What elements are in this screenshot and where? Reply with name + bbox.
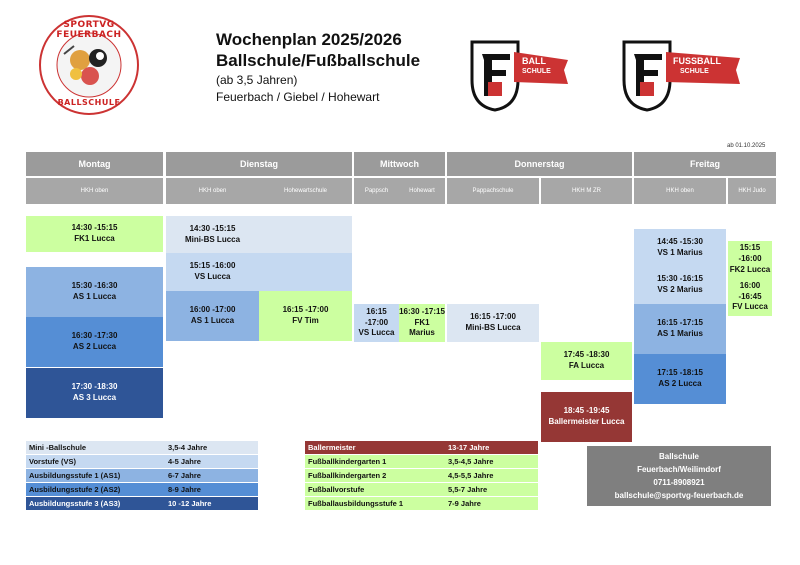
session-block: 17:45 -18:30 FA Lucca [541,342,632,380]
venue-header: Hohewartschule [259,178,352,204]
venue-header: HKH oben [166,178,259,204]
contact-email[interactable]: ballschule@sportvg-feuerbach.de [614,491,744,500]
club-logo-bottom-text: BALLSCHULE [57,98,121,107]
session-block: 14:30 -15:15 Mini-BS Lucca [166,216,352,253]
fussballschule-logo-line2: SCHULE [680,68,709,75]
venue-header: HKH oben [634,178,726,204]
legend-left-row: Ausbildungsstufe 3 (AS3) 10 -12 Jahre [26,497,258,510]
club-logo-top-text: SPORTVG FEUERBACH [56,20,122,40]
contact-phone: 0711-8908921 [653,478,705,487]
page-subtitle: Ballschule/Fußballschule [216,51,421,70]
day-header-wednesday: Mittwoch [354,152,445,176]
session-block: 14:45 -15:30 VS 1 Marius [634,229,726,266]
session-block: 16:15 -17:00 FV Tim [259,291,352,341]
venue-header: HKH M ZR [541,178,632,204]
session-block: 15:15 -16:00 VS Lucca [166,253,352,291]
locations: Feuerbach / Giebel / Hohewart [216,90,380,104]
session-block: 14:30 -15:15 FK1 Lucca [26,216,163,252]
fussballschule-logo-line1: FUSSBALL [673,56,721,66]
legend-left-row: Mini -Ballschule 3,5-4 Jahre [26,441,258,454]
session-block: 16:15 -17:15 AS 1 Marius [634,304,726,354]
legend-right-row: Fußballkindergarten 2 4,5-5,5 Jahre [305,469,538,482]
session-block: 16:30 -17:30 AS 2 Lucca [26,317,163,367]
day-header-monday: Montag [26,152,163,176]
legend-right-row: Fußballkindergarten 1 3,5-4,5 Jahre [305,455,538,468]
session-block: 18:45 -19:45 Ballermeister Lucca [541,392,632,442]
ballschule-logo-line1: BALL [522,56,546,66]
session-block: 16:15 -17:00 VS Lucca [354,304,399,342]
session-block: 17:15 -18:15 AS 2 Lucca [634,354,726,404]
page-title: Wochenplan 2025/2026 [216,30,402,49]
ballschule-logo [470,40,570,112]
venue-header: Hohewart [399,178,445,204]
contact-box [587,446,771,506]
ballschule-logo-line2: SCHULE [522,68,551,75]
legend-right-row: Fußballvorstufe 5,5-7 Jahre [305,483,538,496]
session-block: 16:00 -17:00 AS 1 Lucca [166,291,259,341]
legend-right-row: Fußballausbildungsstufe 1 7-9 Jahre [305,497,538,510]
age-note: (ab 3,5 Jahren) [216,73,298,87]
session-block: 15:30 -16:30 AS 1 Lucca [26,267,163,317]
valid-from: ab 01.10.2025 [727,143,766,149]
day-header-thursday: Donnerstag [447,152,632,176]
day-header-tuesday: Dienstag [166,152,352,176]
session-block: 15:15 -16:00 FK2 Lucca [728,241,772,278]
contact-line2: Feuerbach/Weilimdorf [637,465,721,474]
session-block: 16:00 -16:45 FV Lucca [728,278,772,316]
venue-header: HKH oben [26,178,163,204]
session-block: 17:30 -18:30 AS 3 Lucca [26,368,163,418]
venue-header: Pappsch [354,178,399,204]
session-block: 16:15 -17:00 Mini-BS Lucca [447,304,539,342]
fussballschule-logo [622,40,742,112]
legend-left-row: Ausbildungsstufe 2 (AS2) 8-9 Jahre [26,483,258,496]
session-block: 15:30 -16:15 VS 2 Marius [634,266,726,304]
venue-header: HKH Judo [728,178,776,204]
legend-left-row: Ausbildungsstufe 1 (AS1) 6-7 Jahre [26,469,258,482]
day-header-friday: Freitag [634,152,776,176]
session-block: 16:30 -17:15 FK1 Marius [399,304,445,342]
contact-line1: Ballschule [658,452,699,461]
legend-right-row: Ballermeister 13-17 Jahre [305,441,538,454]
club-logo [38,14,140,116]
legend-left-row: Vorstufe (VS) 4-5 Jahre [26,455,258,468]
venue-header: Pappachschule [447,178,539,204]
